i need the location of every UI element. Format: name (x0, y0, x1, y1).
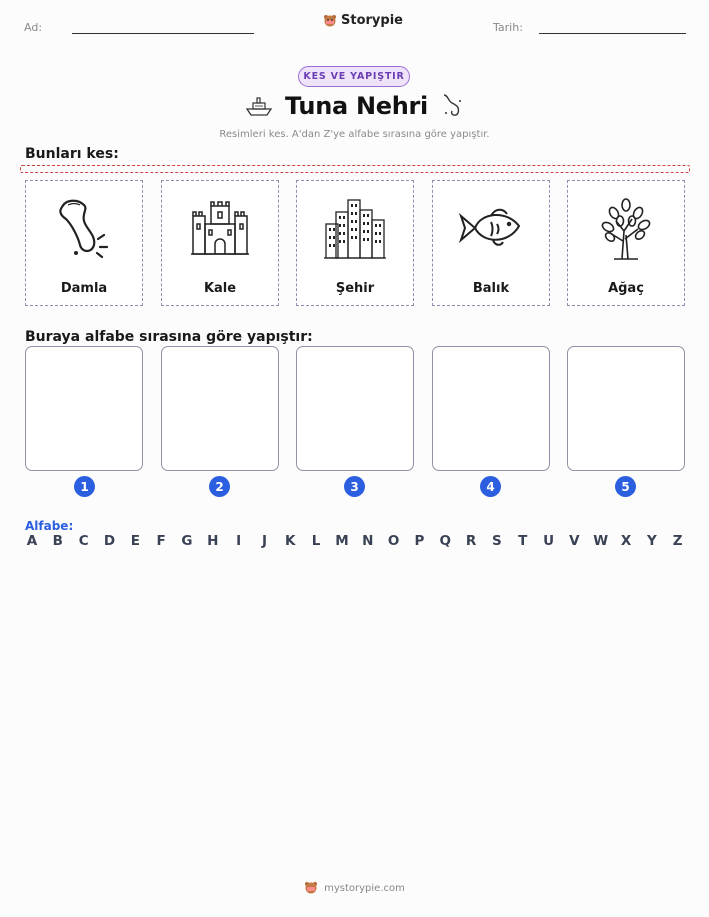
alphabet-letter: T (518, 533, 528, 549)
cut-card-sehir[interactable] (296, 180, 414, 306)
alphabet-letter: F (156, 533, 166, 549)
alphabet-letter: C (78, 533, 89, 549)
slot-number-2: 2 (209, 476, 230, 497)
alphabet-row (25, 533, 685, 549)
city-skyline-icon (322, 196, 388, 260)
cut-card-agac[interactable] (567, 180, 685, 306)
steamboat-icon (245, 95, 273, 117)
alphabet-letter: M (335, 533, 349, 549)
card-label: Şehir (335, 281, 375, 296)
paste-slot-3[interactable] (296, 346, 414, 471)
paste-heading: Buraya alfabe sırasına göre yapıştır: (25, 329, 313, 345)
alphabet-letter: N (362, 533, 374, 549)
cut-card-balik[interactable] (432, 180, 550, 306)
footer-url[interactable]: mystorypie.com (324, 882, 405, 894)
castle-icon (189, 198, 251, 258)
paste-slot-5[interactable] (567, 346, 685, 471)
storypie-bear-icon (304, 881, 318, 895)
alphabet-letter: R (465, 533, 477, 549)
paste-slot-4[interactable] (432, 346, 550, 471)
paste-slot-2[interactable] (161, 346, 279, 471)
alphabet-letter: X (620, 533, 632, 549)
alphabet-letter: I (236, 533, 242, 549)
date-line[interactable] (539, 33, 686, 34)
tree-icon (598, 195, 654, 261)
slot-number-1: 1 (74, 476, 95, 497)
cut-card-kale[interactable] (161, 180, 279, 306)
alphabet-letter: L (311, 533, 321, 549)
card-label: Balık (472, 281, 510, 296)
alphabet-letter: P (414, 533, 425, 549)
alphabet-letter: J (261, 533, 267, 549)
alphabet-letter: A (26, 533, 38, 549)
card-label: Kale (203, 281, 237, 296)
alphabet-letter: B (52, 533, 63, 549)
date-label: Tarih: (493, 21, 523, 34)
droplet-splash-icon (54, 195, 114, 261)
alphabet-letter: V (569, 533, 580, 549)
name-line[interactable] (72, 33, 254, 34)
card-label: Ağaç (608, 281, 644, 296)
instructions: Resimleri kes. A'dan Z'ye alfabe sırasına göre yapıştır. (219, 129, 490, 140)
footer (0, 881, 709, 895)
alphabet-letter: O (387, 533, 400, 549)
alphabet-letter: H (207, 533, 219, 549)
alphabet-letter: K (285, 533, 296, 549)
title-row (0, 92, 709, 120)
storypie-bear-icon (323, 14, 337, 28)
paste-slot-1[interactable] (25, 346, 143, 471)
cut-card-damla[interactable] (25, 180, 143, 306)
alphabet-letter: U (543, 533, 555, 549)
page-title: Tuna Nehri (285, 92, 428, 120)
alphabet-letter: S (492, 533, 502, 549)
fish-icon (457, 204, 525, 252)
alphabet-letter: Y (646, 533, 657, 549)
river-splash-icon (440, 93, 464, 119)
alphabet-label: Alfabe: (25, 519, 74, 533)
cut-heading: Bunları kes: (25, 146, 119, 162)
cut-line (20, 165, 690, 173)
alphabet-letter: Z (672, 533, 683, 549)
alphabet-letter: D (103, 533, 116, 549)
slot-number-5: 5 (615, 476, 636, 497)
card-label: Damla (60, 281, 108, 296)
alphabet-letter: Q (439, 533, 451, 549)
slot-number-3: 3 (344, 476, 365, 497)
name-label: Ad: (24, 21, 43, 34)
alphabet-letter: G (181, 533, 193, 549)
alphabet-letter: E (130, 533, 140, 549)
alphabet-letter: W (593, 533, 609, 549)
storypie-logo (323, 13, 403, 28)
slot-number-4: 4 (480, 476, 501, 497)
logo-text: Storypie (341, 13, 403, 28)
activity-badge: KES VE YAPIŞTIR (298, 66, 410, 87)
